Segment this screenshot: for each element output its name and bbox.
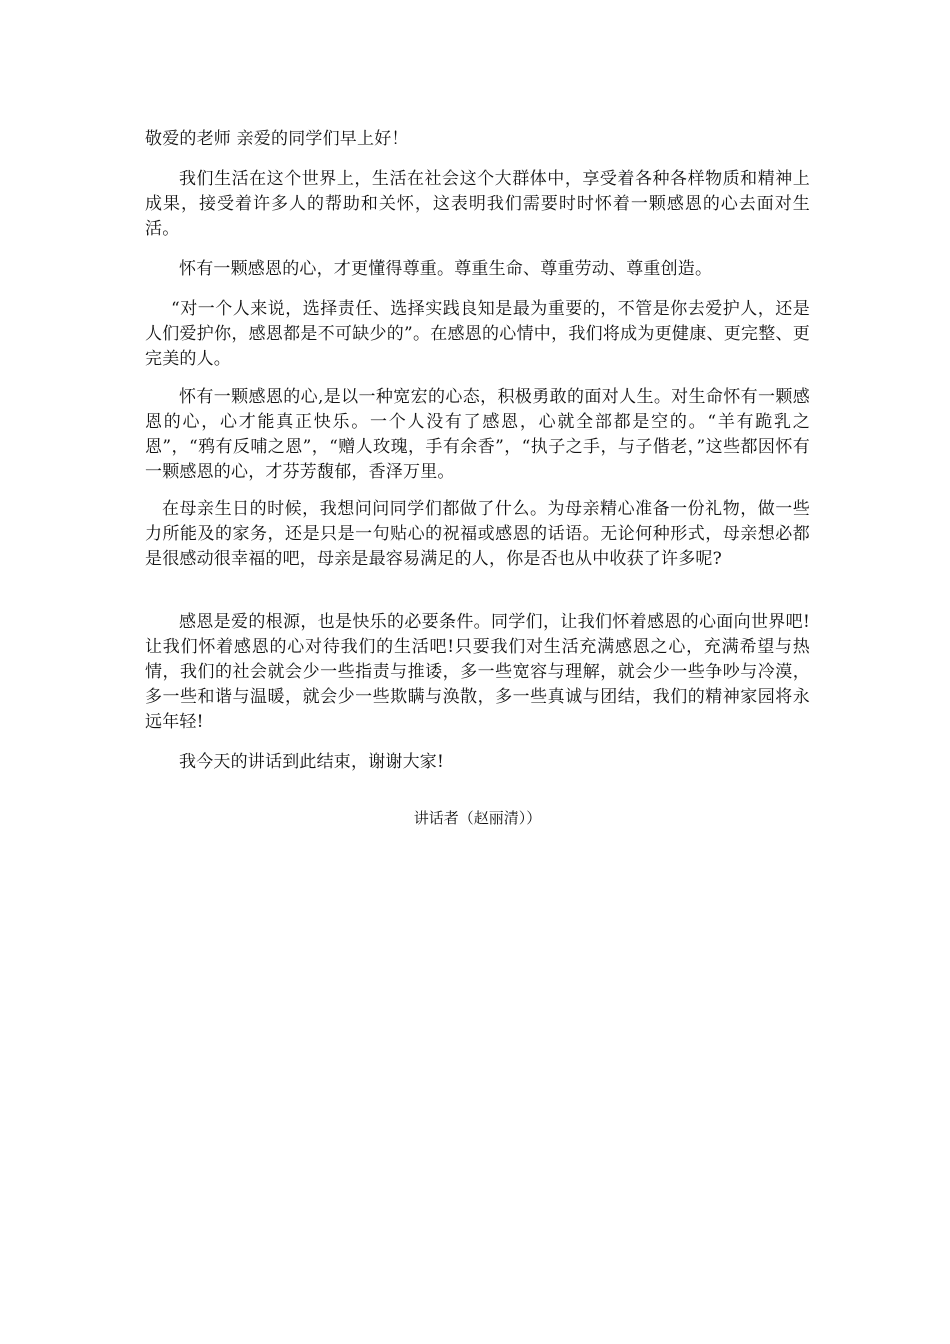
paragraph-2: 怀有一颗感恩的心，才更懂得尊重。尊重生命、尊重劳动、尊重创造。 [179, 259, 713, 279]
paragraph-5: 在母亲生日的时候，我想问问同学们都做了什么。为母亲精心准备一份礼物，做一些力所能及的家务，还是只是一句贴心的祝福或感恩的话语。无论何种形式，母亲想必都是很感动很幸福的吧，母亲是最容易满足的人，你是否也从中收获了许多呢? [145, 499, 810, 569]
paragraph-7: 我今天的讲话到此结束，谢谢大家! [179, 752, 445, 772]
paragraph-6: 感恩是爱的根源，也是快乐的必要条件。同学们，让我们怀着感恩的心面向世界吧!让我们怀着感恩的心对待我们的生活吧!只要我们对生活充满感恩之心，充满希望与热情，我们的社会就会少一些指责与推诿，多一些宽容与理解，就会少一些争吵与冷漠，多一些和谐与温暖，就会少一些欺瞒与涣散，多一些真诚与团结，我们的精神家园将永远年轻! [145, 612, 810, 732]
speaker-signature: 讲话者（赵丽清）） [413, 809, 542, 827]
greeting: 敬爱的老师 亲爱的同学们早上好！ [145, 129, 409, 149]
paragraph-1: 我们生活在这个世界上，生活在社会这个大群体中，享受着各种各样物质和精神上成果，接受着许多人的帮助和关怀，这表明我们需要时时怀着一颗感恩的心去面对生活。 [145, 169, 810, 239]
paragraph-4: 怀有一颗感恩的心,是以一种宽宏的心态，积极勇敢的面对人生。对生命怀有一颗感恩的心，心才能真正快乐。一个人没有了感恩，心就全部都是空的。“羊有跪乳之恩”，“鸦有反哺之恩”，“赠人玫瑰，手有余香”，“执子之手，与子偕老，”这些都因怀有一颗感恩的心，才芬芳馥郁，香泽万里。 [145, 387, 810, 482]
paragraph-3: “对一个人来说，选择责任、选择实践良知是最为重要的，不管是你去爱护人，还是人们爱护你，感恩都是不可缺少的”。在感恩的心情中，我们将成为更健康、更完整、更完美的人。 [145, 299, 810, 369]
